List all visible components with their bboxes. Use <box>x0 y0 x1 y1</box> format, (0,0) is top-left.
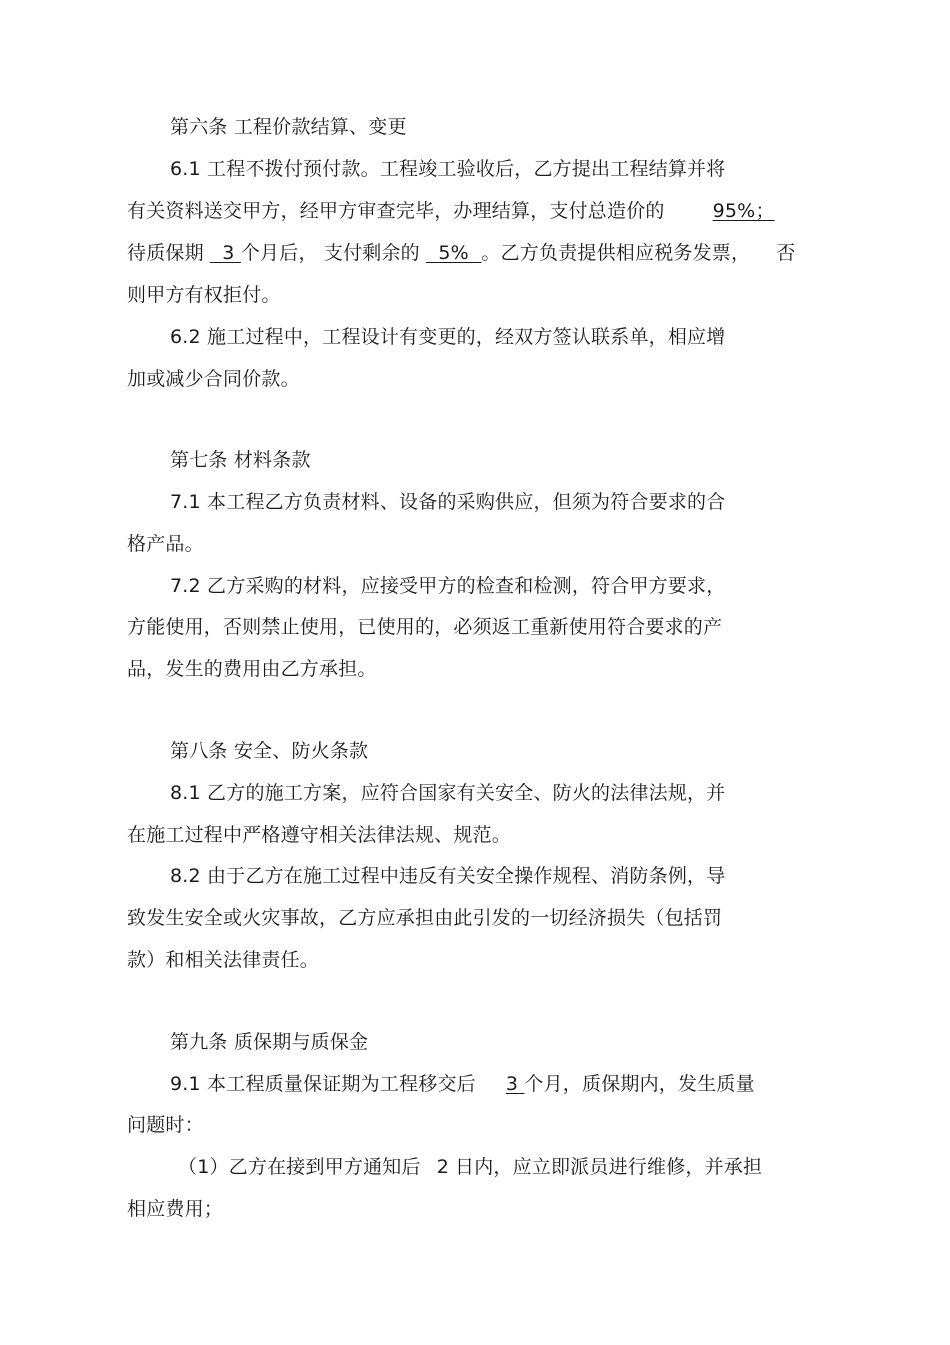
warranty-months-blank <box>210 242 241 264</box>
else-text: 否 <box>776 242 796 264</box>
warranty-period-value: 3 <box>505 1073 519 1095</box>
clause-6-1-line-2-text: 有关资料送交甲方，经甲方审查完毕，办理结算，支付总造价的 <box>127 200 665 222</box>
clause-9-1-line-1 <box>170 1072 755 1096</box>
section-heading-9: 第九条 质保期与质保金 <box>170 1031 369 1053</box>
clause-7-1-line-2: 格产品。 <box>127 533 204 555</box>
clause-8-2-line-1: 8.2 由于乙方在施工过程中违反有关安全操作规程、消防条例，导 <box>170 865 726 887</box>
clause-6-2-line-2: 加或减少合同价款。 <box>127 368 300 390</box>
remaining-percent-value: 5% <box>438 242 469 264</box>
section-heading-8: 第八条 安全、防火条款 <box>170 740 369 762</box>
item-1-line-1-text: （1）乙方在接到甲方通知后 <box>178 1156 421 1178</box>
clause-6-1-line-4: 则甲方有权拒付。 <box>127 284 281 306</box>
section-heading-6: 第六条 工程价款结算、变更 <box>170 116 407 138</box>
clause-8-2-line-3: 款）和相关法律责任。 <box>127 949 320 971</box>
clause-9-1-line-2: 问题时： <box>127 1114 204 1136</box>
clause-7-2-line-1: 7.2 乙方采购的材料，应接受甲方的检查和检测，符合甲方要求， <box>170 575 726 597</box>
total-price-percent: 95%； <box>712 200 775 222</box>
clause-6-1-line-2 <box>127 199 775 223</box>
clause-9-1-line-1-text: 9.1 本工程质量保证期为工程移交后 <box>170 1073 476 1095</box>
after-period-text: 个月，质保期内，发生质量 <box>524 1073 755 1095</box>
clause-7-2-line-3: 品，发生的费用由乙方承担。 <box>127 658 377 680</box>
notice-days-value: 2 <box>436 1156 449 1178</box>
clause-6-1-line-3 <box>127 241 795 265</box>
section-heading-7: 第七条 材料条款 <box>170 449 311 471</box>
after-percent-text: 。乙方负责提供相应税务发票， <box>481 242 751 264</box>
warranty-period-blank <box>506 1073 525 1095</box>
after-months-text: 个月后， 支付剩余的 <box>240 242 420 264</box>
item-1-line-1 <box>178 1155 762 1179</box>
clause-8-1-line-1: 8.1 乙方的施工方案，应符合国家有关安全、防火的法律法规，并 <box>170 782 726 804</box>
clause-8-1-line-2: 在施工过程中严格遵守相关法律法规、规范。 <box>127 824 512 846</box>
clause-7-2-line-2: 方能使用，否则禁止使用，已使用的，必须返工重新使用符合要求的产 <box>127 616 723 638</box>
remaining-percent-blank <box>426 242 482 264</box>
clause-6-2-line-1: 6.2 施工过程中，工程设计有变更的，经双方签认联系单，相应增 <box>170 326 726 348</box>
after-days-text: 日内，应立即派员进行维修，并承担 <box>455 1156 763 1178</box>
clause-6-1-line-3-text: 待质保期 <box>127 242 204 264</box>
clause-8-2-line-2: 致发生安全或火灾事故，乙方应承担由此引发的一切经济损失（包括罚 <box>127 907 723 929</box>
warranty-months-value: 3 <box>222 242 235 264</box>
clause-6-1-line-1: 6.1 工程不拨付预付款。工程竣工验收后，乙方提出工程结算并将 <box>170 158 726 180</box>
item-1-line-2: 相应费用； <box>127 1198 224 1220</box>
clause-7-1-line-1: 7.1 本工程乙方负责材料、设备的采购供应，但须为符合要求的合 <box>170 491 726 513</box>
